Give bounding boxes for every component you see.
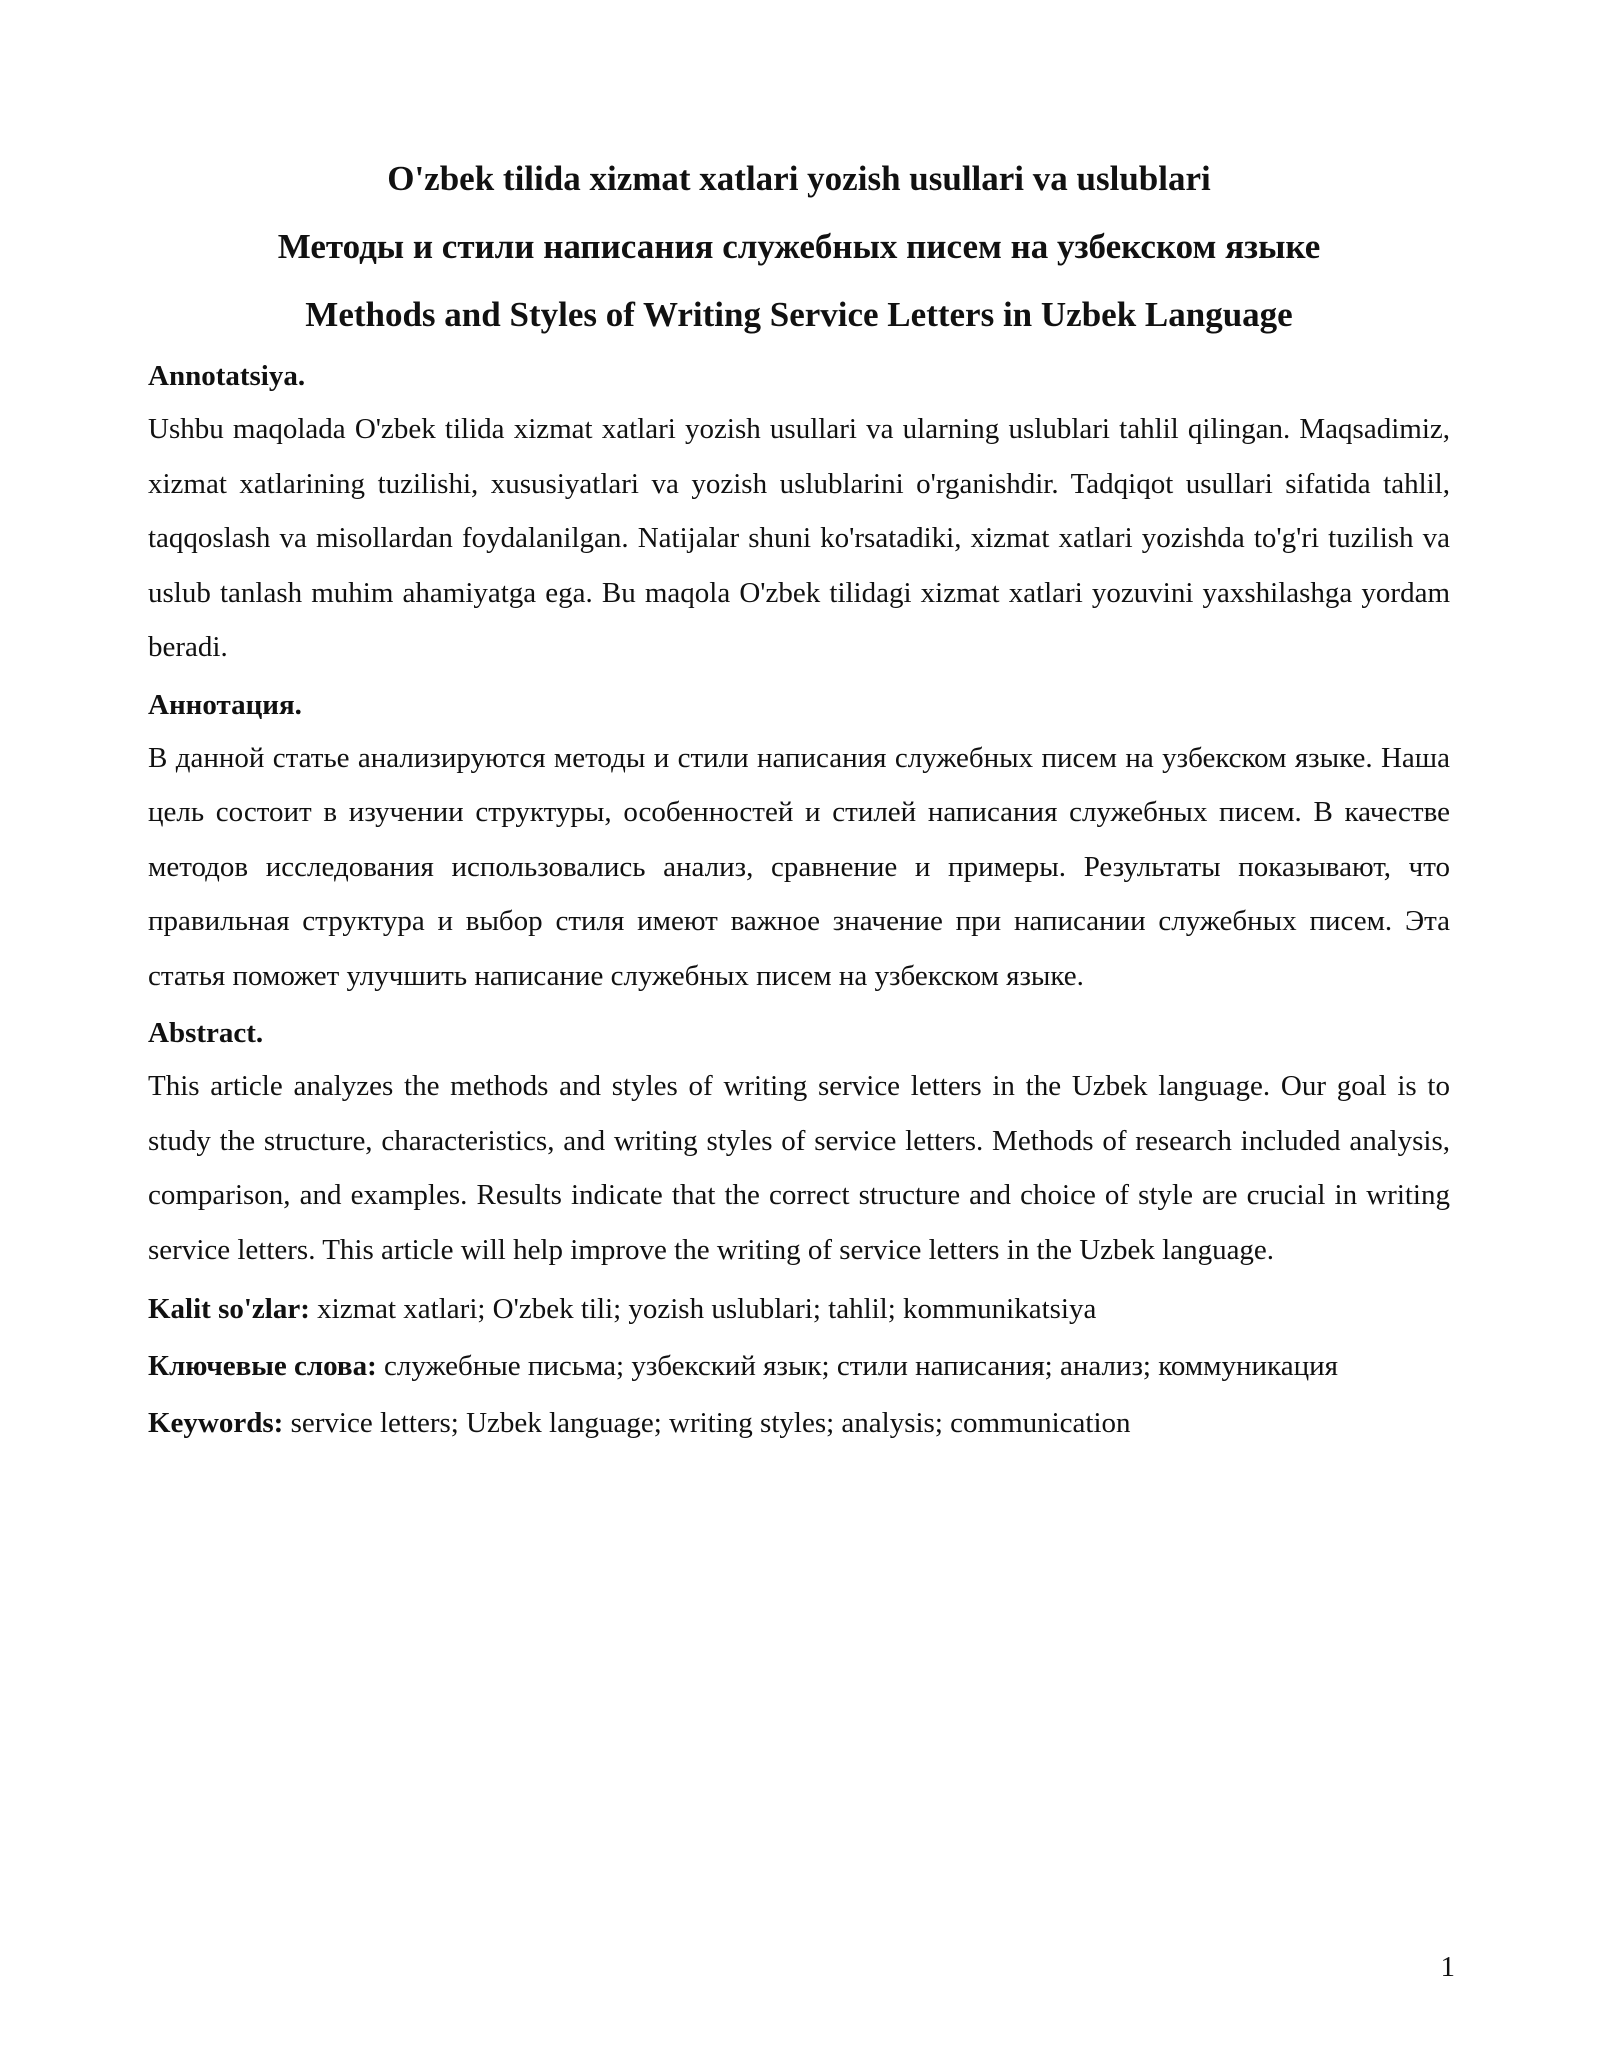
keywords-en-label: Keywords: bbox=[148, 1407, 284, 1439]
abstract-en-text: This article analyzes the methods and styles of writing service letters in the Uzbek language. Our goal is to study the structure, characteristics, and writing styles of service letters. Methods of research included analysis, comparison, and examples. Results indicate that the correct structure and choice of style are crucial in writing service letters. This article will help improve the writing of service letters in the Uzbek language. bbox=[148, 1070, 1450, 1266]
keywords-ru-label: Ключевые слова: bbox=[148, 1350, 377, 1382]
keywords-uz bbox=[148, 1281, 1450, 1338]
title-uzbek: O'zbek tilida xizmat xatlari yozish usullari va uslublari bbox=[387, 159, 1211, 198]
keywords-en bbox=[148, 1395, 1450, 1452]
keywords-uz-label: Kalit so'zlar: bbox=[148, 1293, 310, 1325]
annotation-ru-text: В данной статье анализируются методы и стили написания служебных писем на узбекском языке. Наша цель состоит в изучении структуры, особенностей и стилей написания служебных писем. В качестве методов исследования использовались анализ, сравнение и примеры. Результаты показывают, что правильная структура и выбор стиля имеют важное значение при написании служебных писем. Эта статья поможет улучшить написание служебных писем на узбекском языке. bbox=[148, 741, 1450, 992]
title-russian: Методы и стили написания служебных писем на узбекском языке bbox=[277, 227, 1321, 266]
annotation-uz-heading: Annotatsiya. bbox=[148, 360, 306, 392]
title-english: Methods and Styles of Writing Service Letters in Uzbek Language bbox=[305, 295, 1293, 334]
annotation-uz-text: Ushbu maqolada O'zbek tilida xizmat xatlari yozish usullari va ularning uslublari tahlil qilingan. Maqsadimiz, xizmat xatlarining tuzilishi, xususiyatlari va yozish uslublarini o'rganishdir. Tadqiqot usullari sifatida tahlil, taqqoslash va misollardan foydalanilgan. Natijalar shuni ko'rsatadiki, xizmat xatlari yozishda to'g'ri tuzilish va uslub tanlash muhim ahamiyatga ega. Bu maqola O'zbek tilidagi xizmat xatlari yozuvini yaxshilashga yordam beradi. bbox=[148, 413, 1450, 663]
abstract-en-heading: Abstract. bbox=[148, 1017, 264, 1049]
annotation-ru-heading: Аннотация. bbox=[148, 688, 302, 721]
title-block bbox=[148, 145, 1450, 349]
body-content bbox=[148, 350, 1450, 1452]
keywords-uz-value: xizmat xatlari; O'zbek tili; yozish uslublari; tahlil; kommunikatsiya bbox=[309, 1293, 1097, 1325]
page-number: 1 bbox=[1440, 1951, 1455, 1983]
keywords-ru-value: служебные письма; узбекский язык; стили написания; анализ; коммуникация bbox=[376, 1350, 1338, 1382]
keywords-en-value: service letters; Uzbek language; writing styles; analysis; communication bbox=[283, 1407, 1131, 1439]
keywords-ru bbox=[148, 1338, 1450, 1395]
